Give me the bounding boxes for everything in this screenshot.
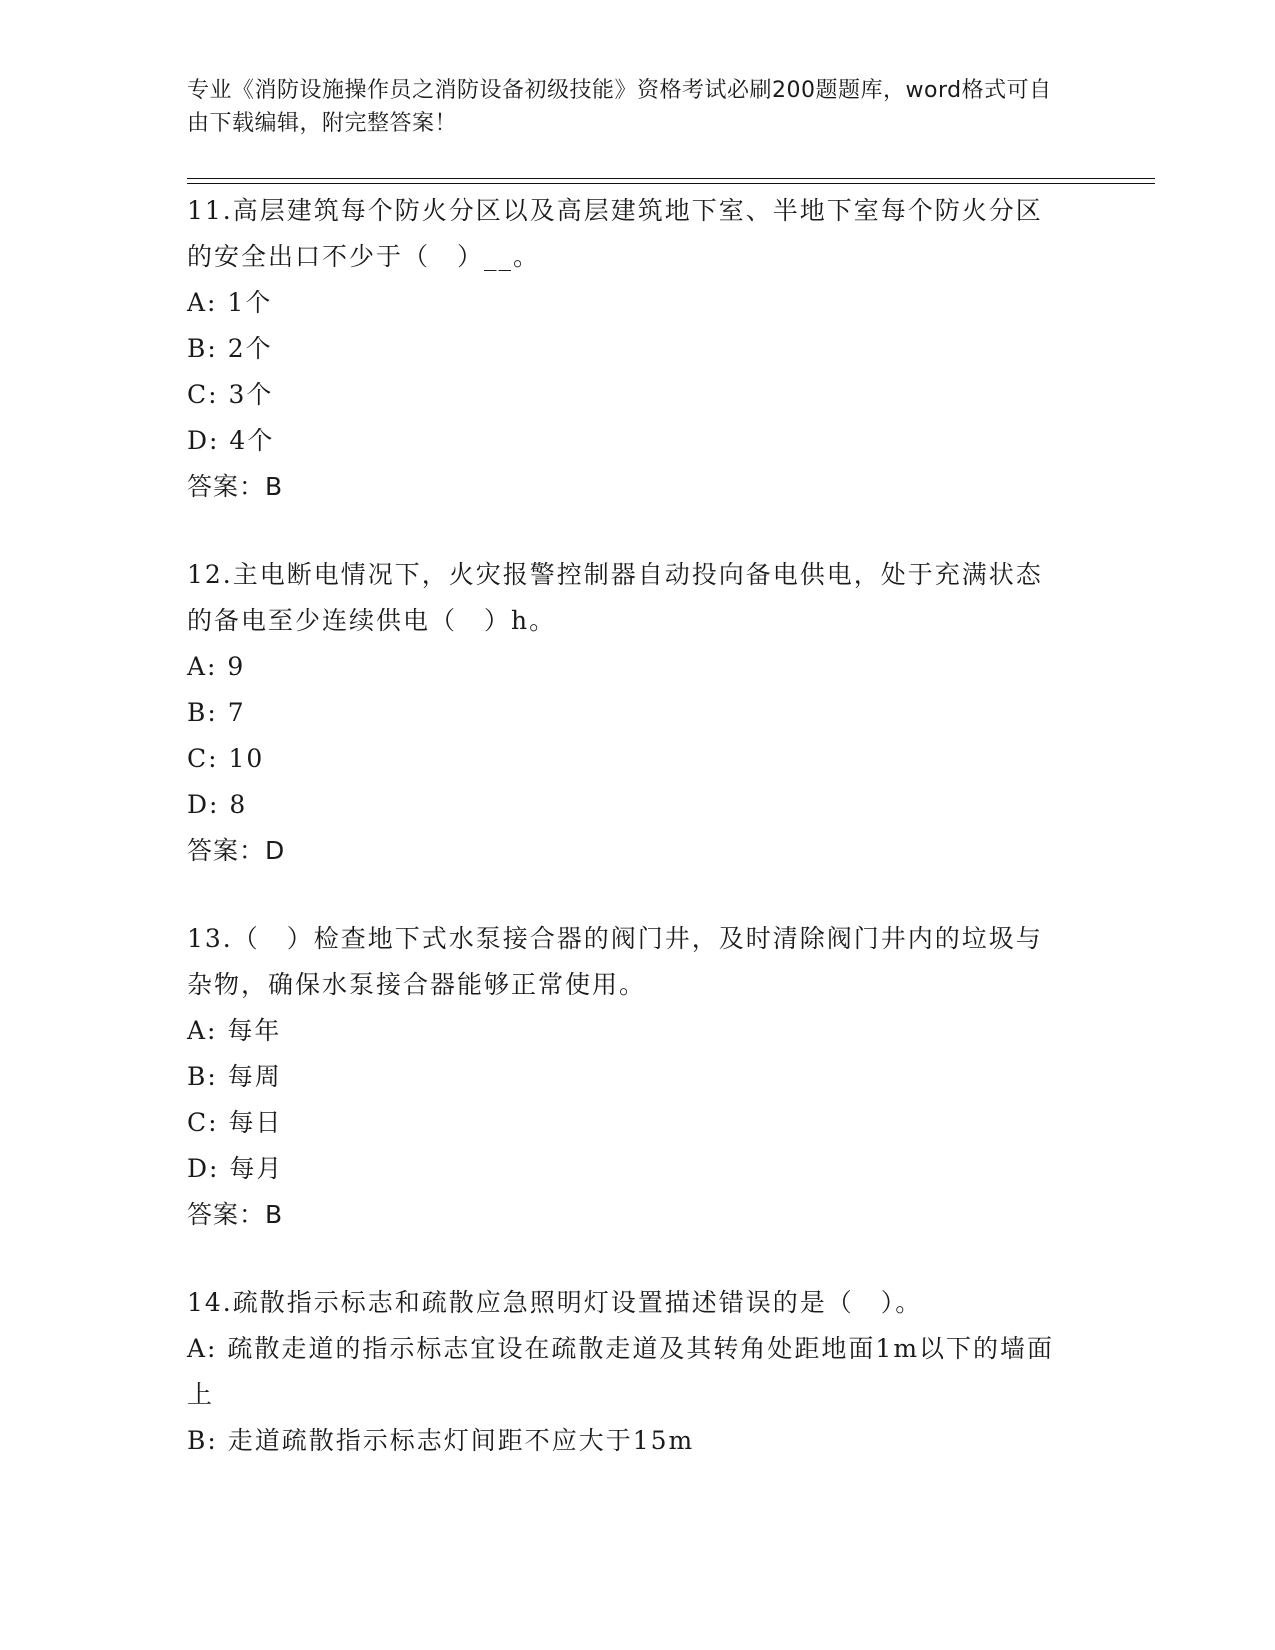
option-a: A: 1个 (187, 288, 273, 317)
option-b: B: 7 (187, 698, 246, 727)
question-11 (187, 188, 1067, 510)
option-b: B: 2个 (187, 334, 273, 363)
question-stem: 14.疏散指示标志和疏散应急照明灯设置描述错误的是（ ）。 (187, 1288, 923, 1317)
option-a: A: 每年 (187, 1016, 282, 1045)
option-c: C: 3个 (187, 380, 274, 409)
option-c: C: 每日 (187, 1108, 283, 1137)
option-d: D: 每月 (187, 1154, 284, 1183)
header-divider-top (187, 178, 1155, 179)
option-a: A: 疏散走道的指示标志宜设在疏散走道及其转角处距地面1m以下的墙面上 (187, 1334, 1055, 1409)
option-d: D: 8 (187, 790, 248, 819)
option-d: D: 4个 (187, 426, 275, 455)
question-14 (187, 1280, 1067, 1464)
document-header: 专业《消防设施操作员之消防设备初级技能》资格考试必刷200题题库，word格式可自由下载编辑，附完整答案！ (187, 78, 1052, 136)
question-list (187, 188, 1067, 1506)
option-a: A: 9 (187, 652, 246, 681)
header-divider-bottom (187, 183, 1155, 184)
option-b: B: 走道疏散指示标志灯间距不应大于15m (187, 1426, 695, 1455)
question-13 (187, 916, 1067, 1238)
option-b: B: 每周 (187, 1062, 282, 1091)
question-stem: 12.主电断电情况下，火灾报警控制器自动投向备电供电，处于充满状态的备电至少连续供电（ ）h。 (187, 560, 1043, 635)
question-stem: 13.（ ）检查地下式水泵接合器的阀门井，及时清除阀门井内的垃圾与杂物，确保水泵接合器能够正常使用。 (187, 924, 1043, 999)
question-12 (187, 552, 1067, 874)
answer-line: 答案：D (187, 836, 286, 865)
question-stem: 11.高层建筑每个防火分区以及高层建筑地下室、半地下室每个防火分区的安全出口不少于（ ）__。 (187, 196, 1043, 271)
option-c: C: 10 (187, 744, 265, 773)
answer-line: 答案：B (187, 472, 284, 501)
answer-line: 答案：B (187, 1200, 284, 1229)
